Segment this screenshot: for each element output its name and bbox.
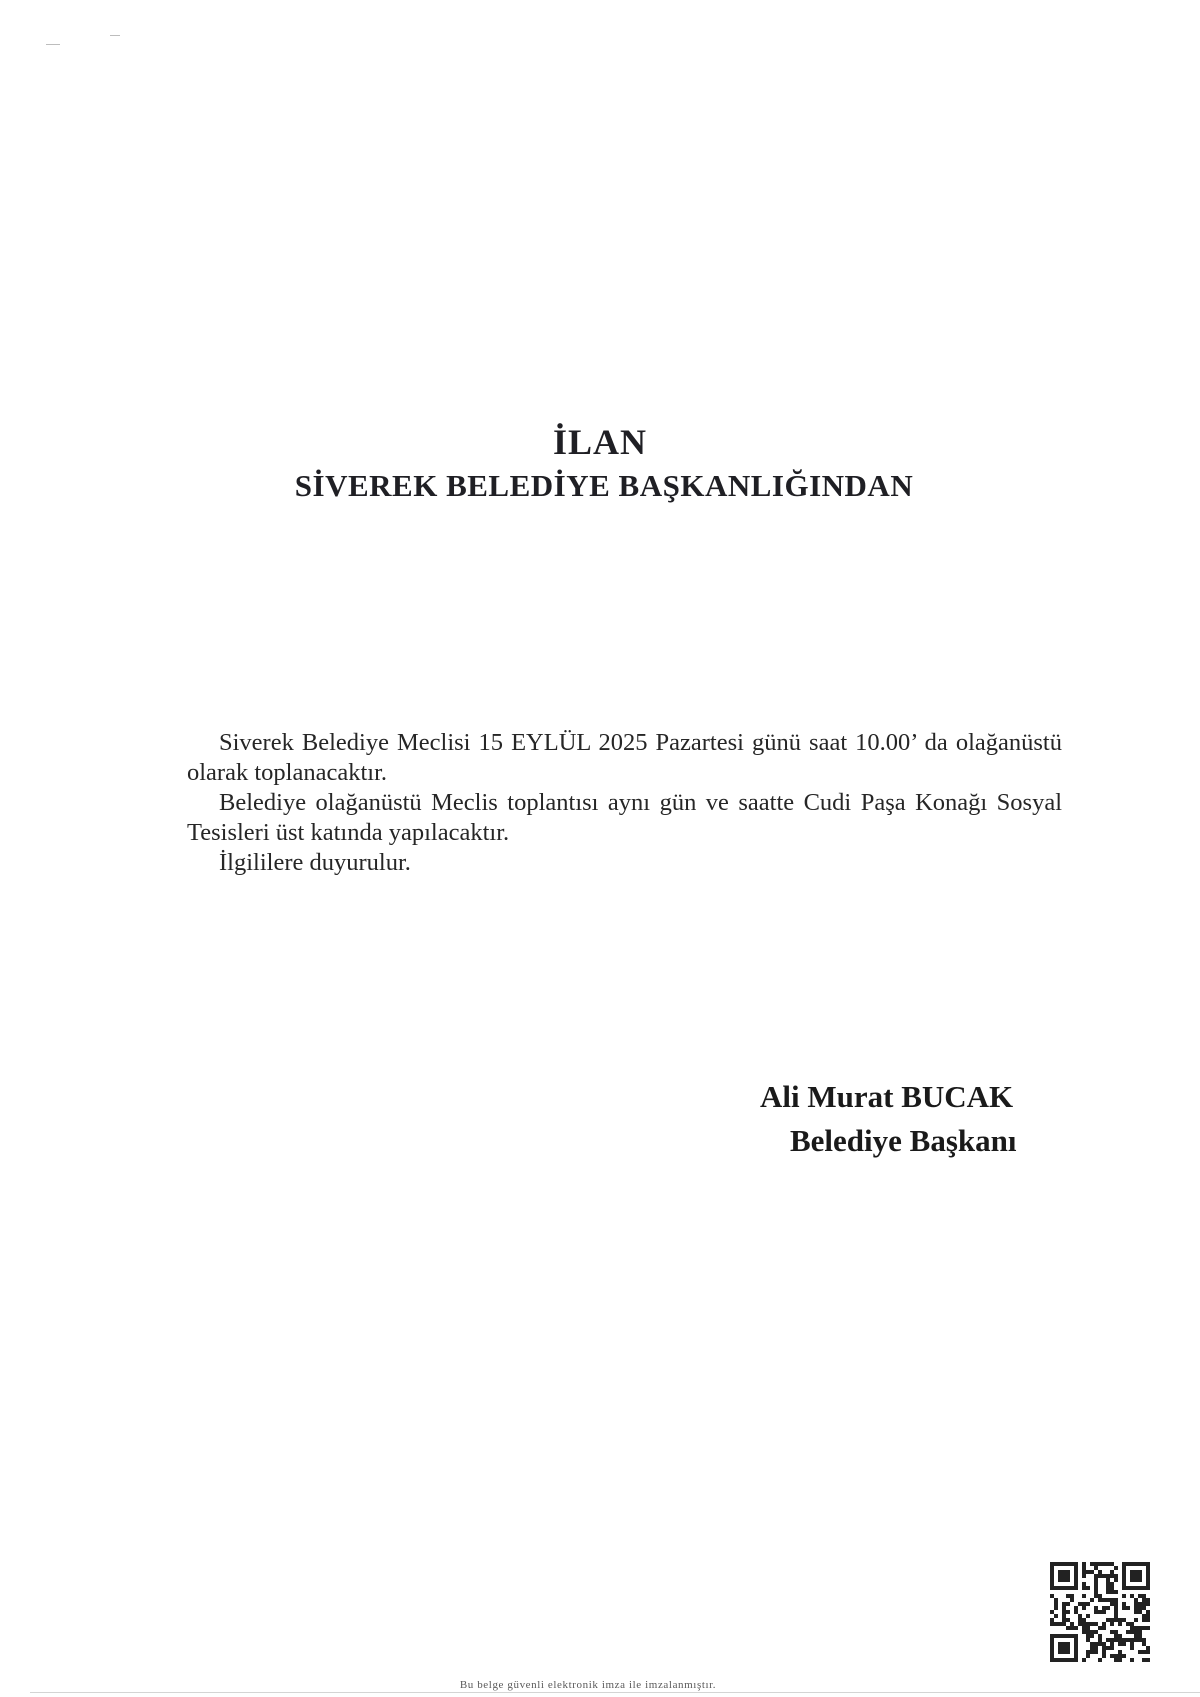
- announcement-body: [187, 728, 1062, 878]
- signatory-name: Ali Murat BUCAK: [760, 1079, 1014, 1114]
- announcement-paragraph-1: Siverek Belediye Meclisi 15 EYLÜL 2025 Pazartesi günü saat 10.00’ da olağanüstü olarak toplanacaktır.: [187, 729, 1062, 786]
- scan-artifact: [46, 44, 60, 45]
- qr-code-icon: [1050, 1562, 1150, 1662]
- signature-block: [760, 1077, 1070, 1161]
- document-heading: İLAN: [552, 422, 648, 462]
- document-subheading: SİVEREK BELEDİYE BAŞKANLIĞINDAN: [294, 468, 914, 503]
- signatory-title: Belediye Başkanı: [790, 1123, 1017, 1158]
- e-signature-note: Bu belge güvenli elektronik imza ile imzalanmıştır.: [459, 1679, 717, 1691]
- title-block: [0, 420, 1200, 506]
- announcement-paragraph-2: Belediye olağanüstü Meclis toplantısı aynı gün ve saatte Cudi Paşa Konağı Sosyal Tesisleri üst katında yapılacaktır.: [187, 789, 1062, 846]
- scan-artifact: [110, 35, 120, 36]
- footer-divider: [30, 1692, 1200, 1693]
- announcement-paragraph-3: İlgililere duyurulur.: [219, 849, 411, 876]
